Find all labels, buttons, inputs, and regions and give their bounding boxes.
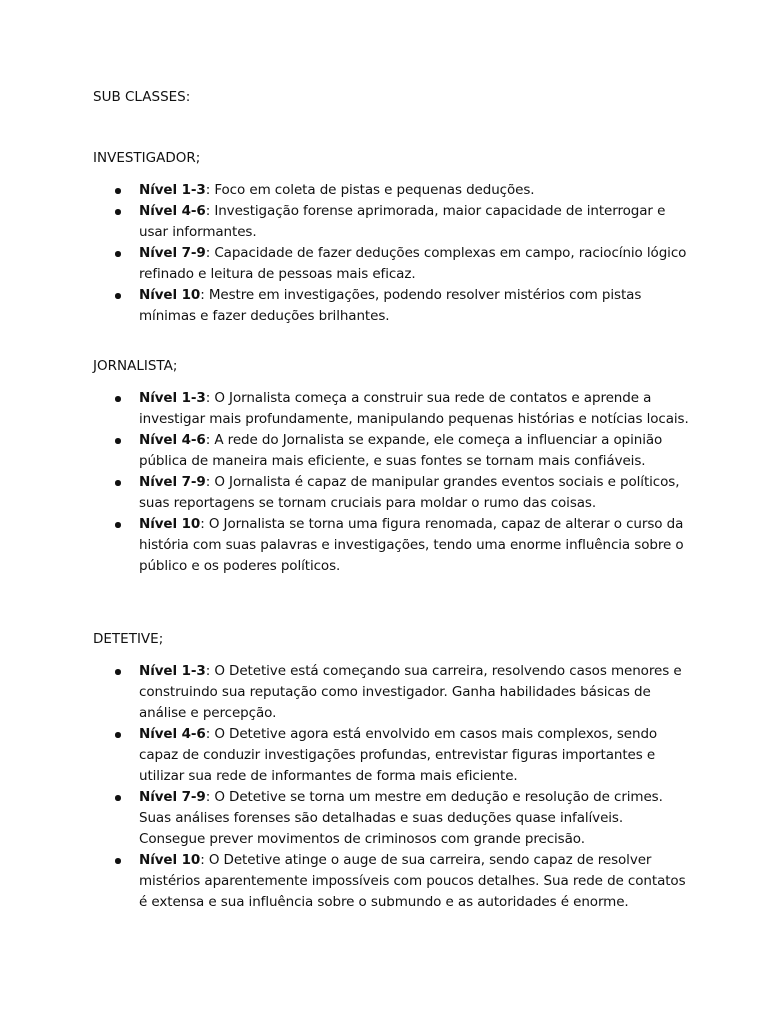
level-description: : O Detetive atinge o auge de sua carreira, sendo capaz de resolver mistérios aparentemente impossíveis com poucos detalhes. Sua rede de contatos é extensa e sua influência sobre o submundo e as autoridades é enorme.	[139, 852, 686, 910]
list-item	[93, 850, 693, 913]
bullet-icon	[115, 293, 121, 299]
level-label: Nível 7-9	[139, 789, 206, 805]
level-label: Nível 4-6	[139, 203, 206, 219]
section-detetive	[93, 629, 693, 913]
level-description: : Foco em coleta de pistas e pequenas deduções.	[205, 182, 535, 198]
level-description: : Investigação forense aprimorada, maior capacidade de interrogar e usar informantes.	[139, 203, 666, 240]
section-jornalista	[93, 356, 693, 577]
list-item	[93, 180, 693, 201]
level-description: : O Detetive se torna um mestre em dedução e resolução de crimes. Suas análises forenses são detalhadas e suas deduções quase infalíveis. Consegue prever movimentos de criminosos com grande precisão.	[139, 789, 663, 847]
bullet-icon	[115, 858, 121, 864]
list-item	[93, 787, 693, 850]
level-label: Nível 4-6	[139, 432, 206, 448]
bullet-icon	[115, 251, 121, 257]
bullet-icon	[115, 795, 121, 801]
level-label: Nível 10	[139, 287, 201, 303]
bullet-icon	[115, 669, 121, 675]
level-description: : O Jornalista se torna uma figura renomada, capaz de alterar o curso da história com suas palavras e investigações, tendo uma enorme influência sobre o público e os poderes políticos.	[139, 516, 684, 574]
level-description: : Capacidade de fazer deduções complexas em campo, raciocínio lógico refinado e leitura de pessoas mais eficaz.	[139, 245, 687, 282]
list-item	[93, 430, 693, 472]
level-label: Nível 10	[139, 852, 201, 868]
section-heading: INVESTIGADOR;	[93, 150, 201, 166]
list-item	[93, 472, 693, 514]
list-item	[93, 724, 693, 787]
list-item	[93, 243, 693, 285]
level-label: Nível 1-3	[139, 182, 206, 198]
bullet-icon	[115, 188, 121, 194]
level-description: : O Jornalista começa a construir sua rede de contatos e aprende a investigar mais profundamente, manipulando pequenas histórias e notícias locais.	[139, 390, 689, 427]
level-list	[93, 661, 693, 913]
level-list	[93, 388, 693, 577]
bullet-icon	[115, 209, 121, 215]
level-label: Nível 1-3	[139, 663, 206, 679]
level-label: Nível 4-6	[139, 726, 206, 742]
level-description: : O Detetive está começando sua carreira, resolvendo casos menores e construindo sua reputação como investigador. Ganha habilidades básicas de análise e percepção.	[139, 663, 682, 721]
list-item	[93, 514, 693, 577]
document-title: SUB CLASSES:	[93, 89, 191, 105]
level-description: : O Detetive agora está envolvido em casos mais complexos, sendo capaz de conduzir investigações profundas, entrevistar figuras importantes e utilizar sua rede de informantes de forma mais eficiente.	[139, 726, 658, 784]
list-item	[93, 661, 693, 724]
list-item	[93, 285, 693, 327]
level-label: Nível 7-9	[139, 245, 206, 261]
level-label: Nível 7-9	[139, 474, 206, 490]
bullet-icon	[115, 438, 121, 444]
section-heading: DETETIVE;	[93, 631, 164, 647]
level-label: Nível 10	[139, 516, 201, 532]
bullet-icon	[115, 522, 121, 528]
level-description: : Mestre em investigações, podendo resolver mistérios com pistas mínimas e fazer deduções brilhantes.	[139, 287, 642, 324]
bullet-icon	[115, 396, 121, 402]
section-heading: JORNALISTA;	[93, 358, 178, 374]
section-investigador	[93, 148, 693, 327]
level-description: : O Jornalista é capaz de manipular grandes eventos sociais e políticos, suas reportagens se tornam cruciais para moldar o rumo das coisas.	[139, 474, 680, 511]
list-item	[93, 201, 693, 243]
level-list	[93, 180, 693, 327]
level-label: Nível 1-3	[139, 390, 206, 406]
level-description: : A rede do Jornalista se expande, ele começa a influenciar a opinião pública de maneira mais eficiente, e suas fontes se tornam mais confiáveis.	[139, 432, 663, 469]
bullet-icon	[115, 732, 121, 738]
bullet-icon	[115, 480, 121, 486]
list-item	[93, 388, 693, 430]
